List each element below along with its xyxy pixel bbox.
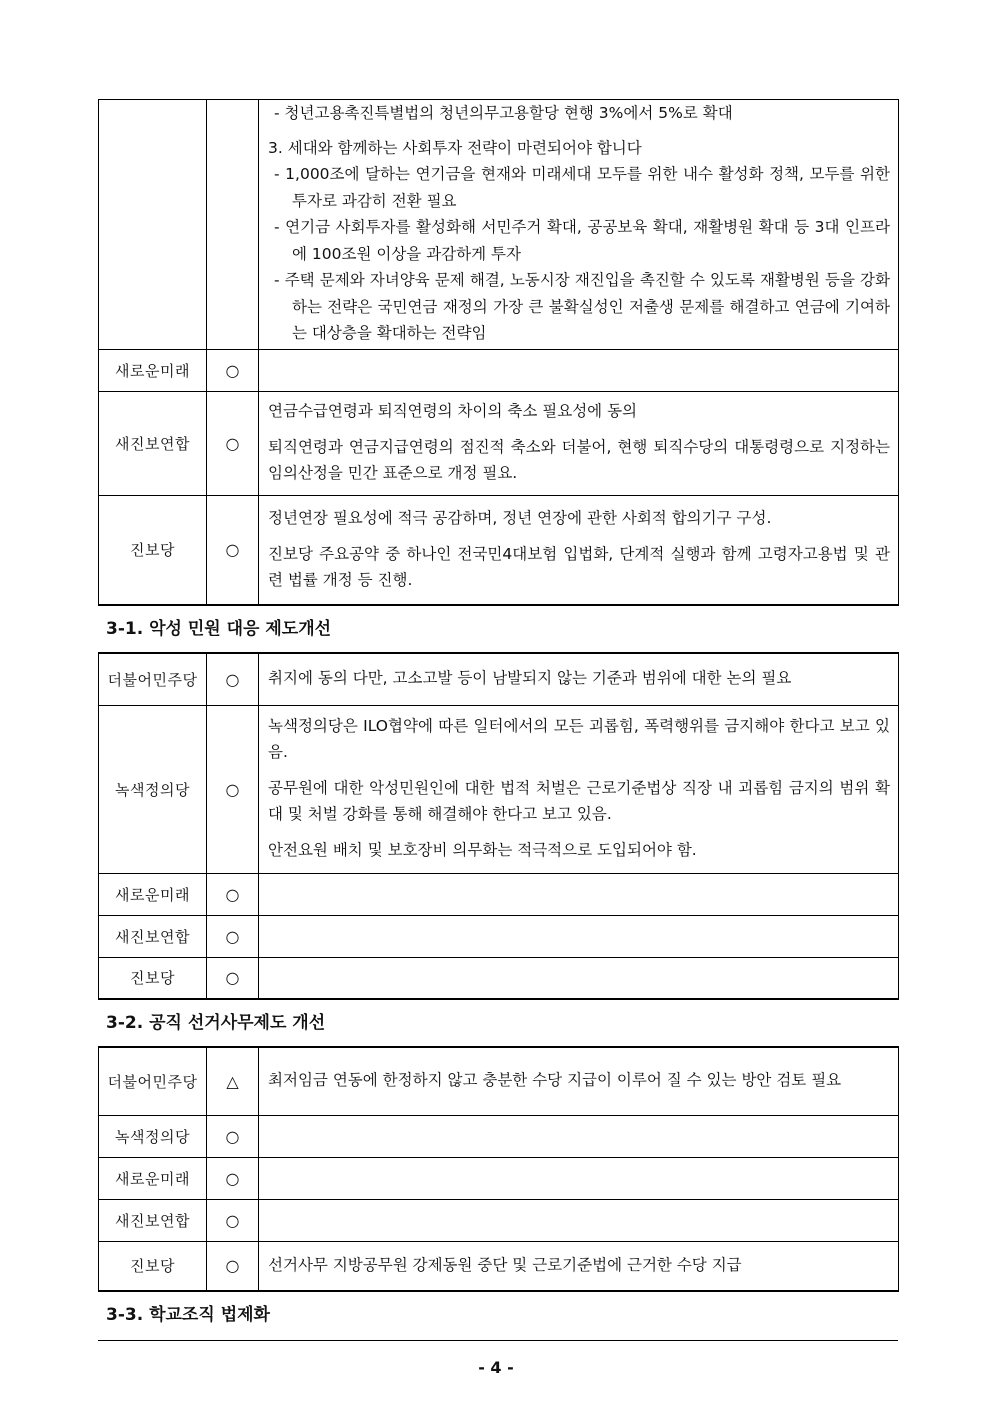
section-title-3-1: 3-1. 악성 민원 대응 제도개선 [106,619,332,639]
table-row [99,391,899,495]
position-mark: ○ [207,873,259,915]
bullet-line: - 주택 문제와 자녀양육 문제 해결, 노동시장 재진입을 촉진할 수 있도록 재활병원 등을 강화하는 전략은 국민연금 재정의 가장 큰 불확실성인 저출생 문제를 해결하고 연금에 기여하는 대상층을 확대하는 전략임 [274,271,890,342]
party-name-cell: 새진보연합 [99,1199,207,1241]
position-mark: ○ [207,1199,259,1241]
table-row [99,1157,899,1199]
position-mark: ○ [207,957,259,999]
party-position-table-3-1 [98,652,899,1000]
table-row [99,705,899,873]
position-content [259,1115,899,1157]
position-mark [207,100,259,350]
content-paragraph: 녹색정의당은 ILO협약에 따른 일터에서의 모든 괴롭힘, 폭력행위를 금지해야 한다고 보고 있음. [268,717,890,761]
content-paragraph: 안전요원 배치 및 보호장비 의무화는 적극적으로 도입되어야 함. [268,841,697,859]
content-paragraph: 진보당 주요공약 중 하나인 전국민4대보험 입법화, 단계적 실행과 함께 고령자고용법 및 관련 법률 개정 등 진행. [268,544,890,589]
position-mark: ○ [207,1157,259,1199]
party-name-cell: 진보당 [99,495,207,605]
page-number: - 4 - [478,1358,514,1377]
party-name-cell: 진보당 [99,957,207,999]
content-paragraph: 선거사무 지방공무원 강제동원 중단 및 근로기준법에 근거한 수당 지급 [268,1255,742,1274]
content-paragraph: 정년연장 필요성에 적극 공감하며, 정년 연장에 관한 사회적 합의기구 구성. [268,508,772,527]
table-row [99,495,899,605]
content-paragraph: 최저임금 연동에 한정하지 않고 충분한 수당 지급이 이루어 질 수 있는 방안 검토 필요 [268,1071,842,1090]
party-name-cell: 새로운미래 [99,873,207,915]
content-paragraph: 퇴직연령과 연금지급연령의 점진적 축소와 더불어, 현행 퇴직수당의 대통령령으로 지정하는 임의산정을 민간 표준으로 개정 필요. [268,438,890,482]
position-content [259,915,899,957]
position-mark: △ [207,1047,259,1115]
party-name-cell: 새진보연합 [99,915,207,957]
position-mark: ○ [207,1241,259,1291]
content-paragraph: 공무원에 대한 악성민원인에 대한 법적 처벌은 근로기준법상 직장 내 괴롭힘 금지의 범위 확대 및 처벌 강화를 통해 해결해야 한다고 보고 있음. [268,779,890,823]
bullet-line: - 청년고용촉진특별법의 청년의무고용할당 현행 3%에서 5%로 확대 [274,104,733,122]
party-name-cell: 더불어민주당 [99,1047,207,1115]
document-page [98,99,898,1341]
position-mark: ○ [207,349,259,391]
party-name-cell: 녹색정의당 [99,705,207,873]
party-position-table-3-2 [98,1046,899,1292]
position-content [259,1047,899,1115]
position-content [259,391,899,495]
table-row [99,873,899,915]
numbered-heading: 3. 세대와 함께하는 사회투자 전략이 마련되어야 합니다 [268,138,642,157]
party-name-cell: 더불어민주당 [99,653,207,705]
table-row [99,1115,899,1157]
content-paragraph: 연금수급연령과 퇴직연령의 차이의 축소 필요성에 동의 [268,402,638,420]
party-name-cell: 새로운미래 [99,1157,207,1199]
table-row [99,1047,899,1115]
bullet-line: - 연기금 사회투자를 활성화해 서민주거 확대, 공공보육 확대, 재활병원 확대 등 3대 인프라에 100조원 이상을 과감하게 투자 [274,218,890,263]
position-content [259,1241,899,1291]
content-paragraph: 취지에 동의 다만, 고소고발 등이 남발되지 않는 기준과 범위에 대한 논의 필요 [268,669,792,688]
position-content [259,349,899,391]
position-mark: ○ [207,915,259,957]
position-content [259,1199,899,1241]
position-mark: ○ [207,495,259,605]
party-name-cell: 새진보연합 [99,391,207,495]
table-row [99,915,899,957]
position-mark: ○ [207,705,259,873]
party-name-cell: 새로운미래 [99,349,207,391]
position-content [259,495,899,605]
table-row [99,349,899,391]
position-content [259,653,899,705]
party-name-cell: 녹색정의당 [99,1115,207,1157]
position-mark: ○ [207,391,259,495]
section-title-3-2: 3-2. 공직 선거사무제도 개선 [106,1013,326,1033]
position-content [259,1157,899,1199]
table-row [99,1241,899,1291]
position-content [259,873,899,915]
bullet-line: - 1,000조에 달하는 연기금을 현재와 미래세대 모두를 위한 내수 활성화 정책, 모두를 위한 투자로 과감히 전환 필요 [274,165,890,210]
position-content [259,100,899,350]
position-mark: ○ [207,653,259,705]
position-mark: ○ [207,1115,259,1157]
table-row [99,653,899,705]
party-position-table-continued [98,99,899,606]
position-content [259,705,899,873]
section-title-3-3: 3-3. 학교조직 법제화 [98,1292,898,1341]
position-content [259,957,899,999]
table-row [99,100,899,350]
party-name-cell: 진보당 [99,1241,207,1291]
table-row [99,1199,899,1241]
table-row [99,957,899,999]
party-name-cell [99,100,207,350]
